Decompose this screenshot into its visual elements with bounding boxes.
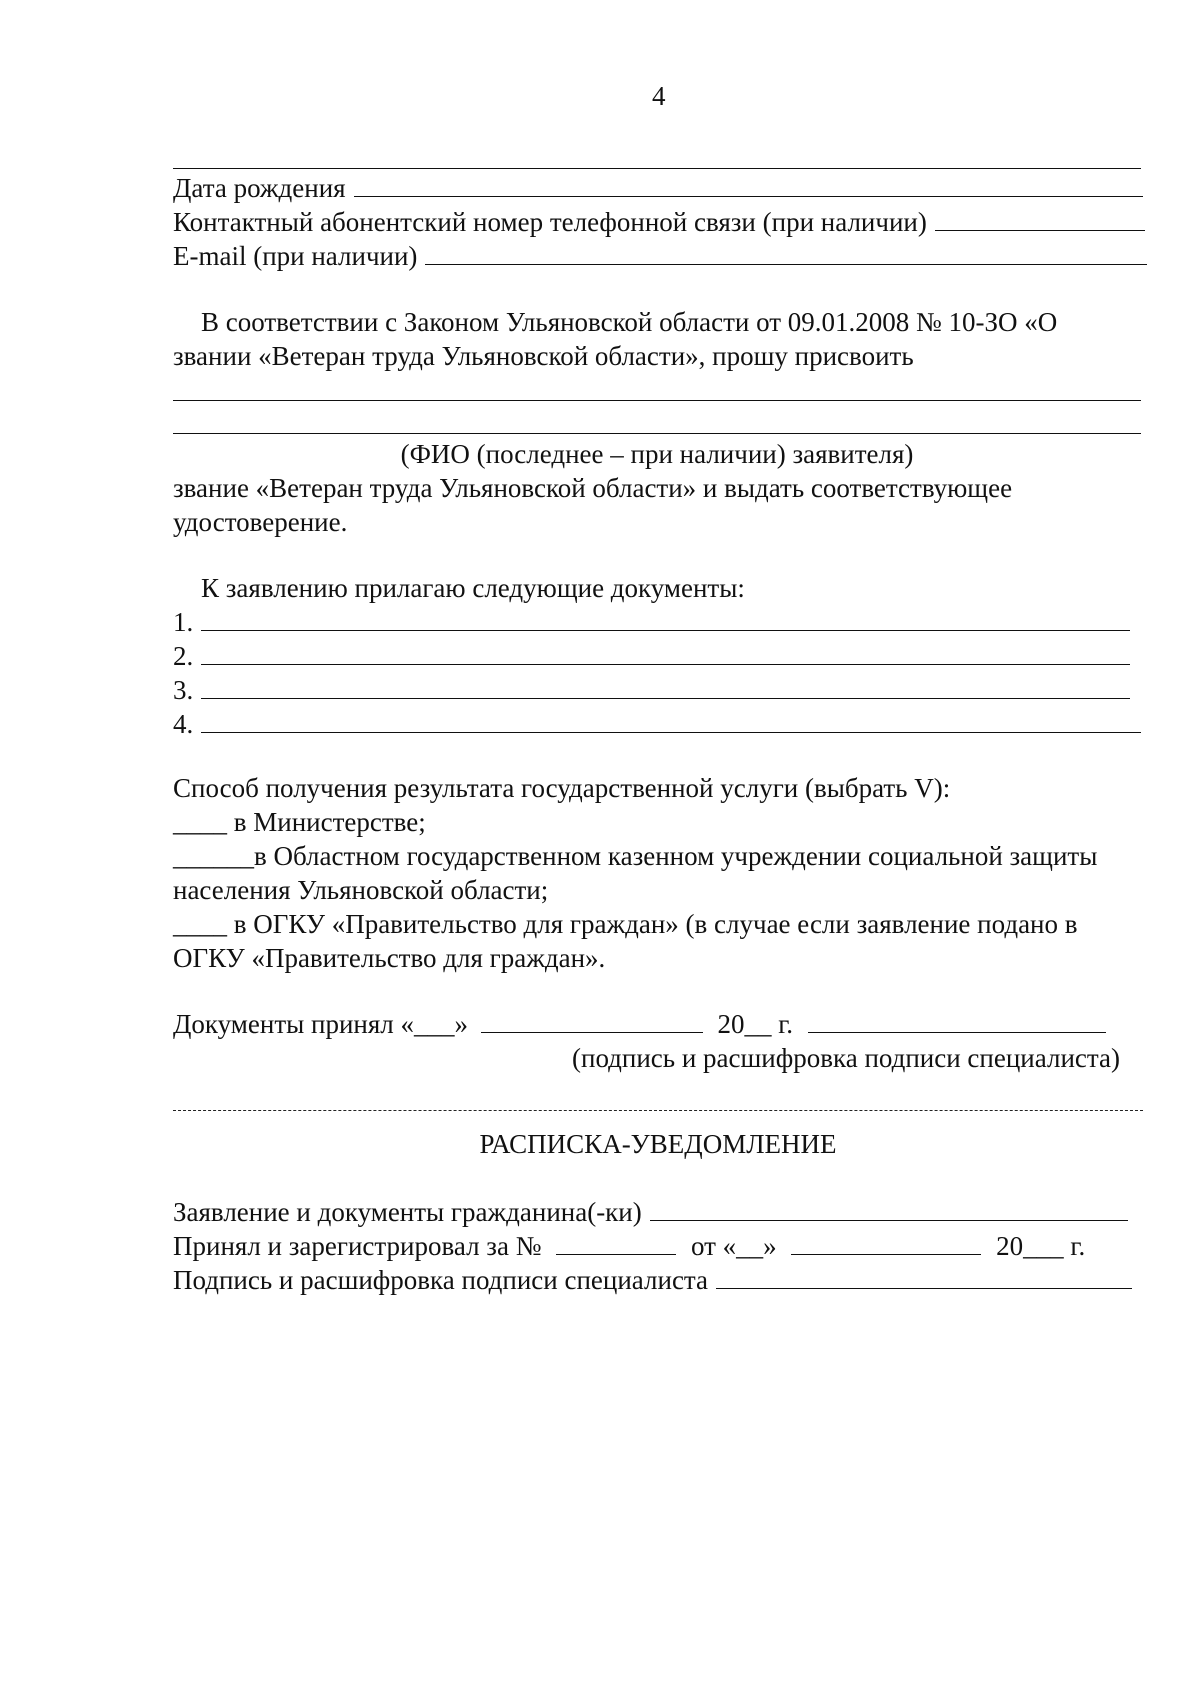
accepted-signature-caption: (подпись и расшифровка подписи специалиста) xyxy=(572,1043,1120,1073)
attachments-heading: К заявлению прилагаю следующие документы: xyxy=(201,573,745,603)
receipt-citizen-blank[interactable] xyxy=(650,1196,1128,1221)
attachment-item-1 xyxy=(173,606,1130,638)
delivery-heading: Способ получения результата государственной услуги (выбрать V): xyxy=(173,773,951,803)
delivery-option-government xyxy=(173,908,1078,940)
birth-date-label: Дата рождения xyxy=(173,173,346,203)
accepted-label: Документы принял «___» xyxy=(173,1009,468,1039)
attachment-number: 1. xyxy=(173,607,194,637)
delivery-option-label: в Областном государственном казенном учреждении социальной защиты xyxy=(254,841,1098,871)
attachment-item-4 xyxy=(173,708,1141,740)
page-number: 4 xyxy=(652,81,666,111)
receipt-registered-label: Принял и зарегистрировал за № xyxy=(173,1231,542,1261)
receipt-from-label: от «__» xyxy=(690,1231,777,1261)
delivery-option-ministry xyxy=(173,806,426,838)
fio-caption: (ФИО (последнее – при наличии) заявителя) xyxy=(400,439,914,469)
receipt-signature-row xyxy=(173,1264,1132,1296)
phone-blank[interactable] xyxy=(935,206,1145,231)
request-line-2: звании «Ветеран труда Ульяновской области», прошу присвоить xyxy=(173,341,914,371)
email-row xyxy=(173,240,1147,272)
receipt-month-blank[interactable] xyxy=(791,1230,981,1255)
blank-line-top xyxy=(173,168,1141,169)
attachment-number: 2. xyxy=(173,641,194,671)
delivery-checkbox-blank[interactable]: ______ xyxy=(173,841,254,871)
birth-date-row xyxy=(173,172,1143,204)
delivery-checkbox-blank[interactable]: ____ xyxy=(173,807,227,837)
delivery-option-ogku-social-cont: населения Ульяновской области; xyxy=(173,875,549,905)
fio-blank-line-1[interactable] xyxy=(173,400,1141,401)
accepted-year: 20__ г. xyxy=(717,1009,794,1039)
attachment-blank[interactable] xyxy=(201,606,1130,631)
request-line-3: звание «Ветеран труда Ульяновской области» и выдать соответствующее xyxy=(173,473,1013,503)
email-blank[interactable] xyxy=(425,240,1147,265)
receipt-signature-blank[interactable] xyxy=(716,1264,1132,1289)
receipt-year: 20___ г. xyxy=(996,1231,1086,1261)
receipt-docs-row xyxy=(173,1196,1128,1228)
request-line-4: удостоверение. xyxy=(173,507,348,537)
delivery-option-government-cont: ОГКУ «Правительство для граждан». xyxy=(173,943,606,973)
attachment-number: 3. xyxy=(173,675,194,705)
phone-label: Контактный абонентский номер телефонной связи (при наличии) xyxy=(173,207,927,237)
birth-date-blank[interactable] xyxy=(354,172,1143,197)
phone-row xyxy=(173,206,1145,238)
delivery-option-label: в ОГКУ «Правительство для граждан» (в случае если заявление подано в xyxy=(227,909,1078,939)
receipt-docs-label: Заявление и документы гражданина(-ки) xyxy=(173,1197,642,1227)
receipt-number-blank[interactable] xyxy=(556,1230,676,1255)
accepted-signature-blank[interactable] xyxy=(808,1008,1106,1033)
accepted-month-blank[interactable] xyxy=(481,1008,703,1033)
attachment-blank[interactable] xyxy=(201,674,1130,699)
email-label: E-mail (при наличии) xyxy=(173,241,418,271)
attachment-item-3 xyxy=(173,674,1130,706)
accepted-row xyxy=(173,1008,1106,1040)
delivery-option-label: в Министерстве; xyxy=(227,807,426,837)
delivery-option-ogku-social xyxy=(173,840,1097,872)
receipt-registered-row xyxy=(173,1230,1085,1262)
attachment-item-2 xyxy=(173,640,1130,672)
cut-line xyxy=(173,1110,1143,1111)
receipt-signature-label: Подпись и расшифровка подписи специалиста xyxy=(173,1265,709,1295)
fio-blank-line-2[interactable] xyxy=(173,433,1141,434)
request-line-1: В соответствии с Законом Ульяновской области от 09.01.2008 № 10-ЗО «О xyxy=(201,307,1058,337)
receipt-title: РАСПИСКА-УВЕДОМЛЕНИЕ xyxy=(479,1129,837,1159)
delivery-checkbox-blank[interactable]: ____ xyxy=(173,909,227,939)
attachment-blank[interactable] xyxy=(201,640,1130,665)
attachment-blank[interactable] xyxy=(201,708,1141,733)
attachment-number: 4. xyxy=(173,709,194,739)
